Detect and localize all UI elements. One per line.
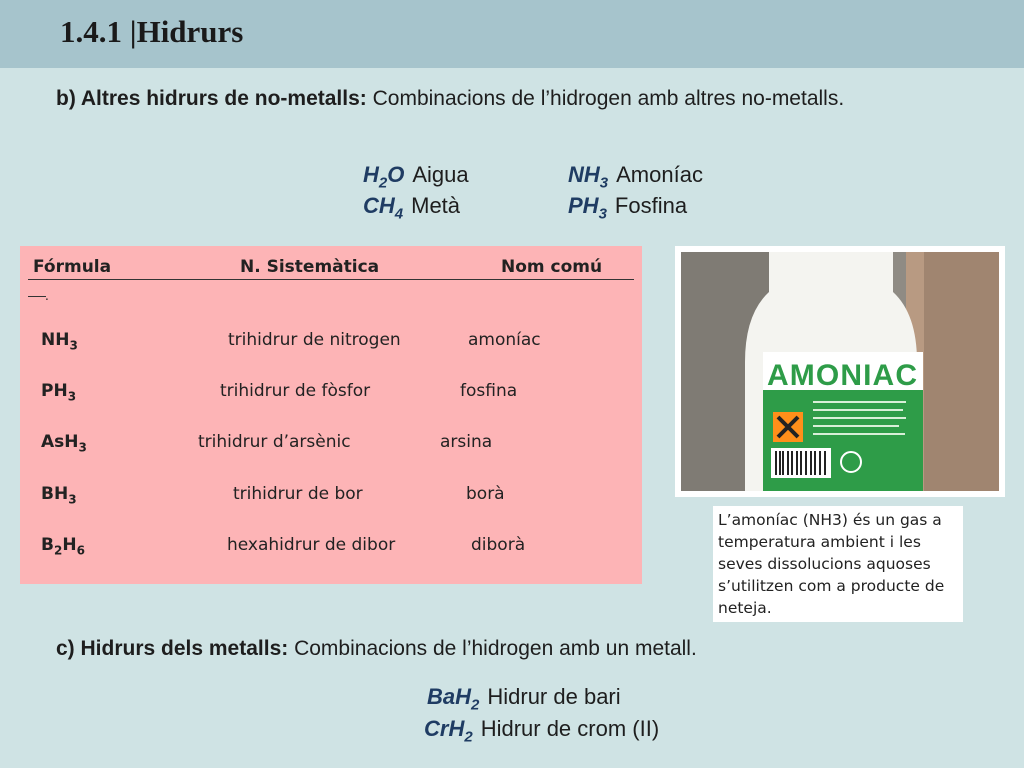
example-ch4 — [363, 193, 460, 222]
formula-name: Hidrur de crom (II) — [480, 716, 660, 741]
section-b-heading: b) Altres hidrurs de no-metalls: — [56, 87, 367, 110]
section-c-paragraph — [56, 634, 956, 664]
formula-name: Aigua — [412, 162, 469, 187]
table-row-common: diborà — [471, 535, 526, 555]
example-ph3 — [568, 193, 687, 222]
section-c-heading: c) Hidrurs dels metalls: — [56, 637, 289, 660]
table-row-systematic: trihidrur de fòsfor — [220, 381, 371, 401]
formula: $NH_3$ — [568, 162, 609, 192]
section-b-paragraph — [56, 84, 946, 114]
table-row-formula: $BH_3$ — [41, 484, 77, 507]
header-systematic: N. Sistemàtica — [240, 257, 380, 277]
table-row-systematic: trihidrur de bor — [233, 484, 363, 504]
header-mark — [28, 296, 46, 297]
table-row-common: borà — [466, 484, 505, 504]
table-row-common: fosfina — [460, 381, 518, 401]
slide-title: 1.4.1 |Hidrurs — [60, 14, 244, 49]
hydride-table — [20, 246, 642, 584]
formula-name: Amoníac — [616, 162, 703, 187]
formula-name: Metà — [411, 193, 461, 218]
example-nh3 — [568, 162, 703, 191]
section-b-text: Combinacions de l’hidrogen amb altres no-metalls. — [366, 87, 845, 110]
formula-name: Fosfina — [614, 193, 688, 218]
formula: $CH_4$ — [363, 193, 404, 223]
example-bah2 — [427, 684, 621, 713]
photo-caption: L’amoníac (NH3) és un gas a temperatura ambient i les seves dissolucions aquoses s’utilitzen com a producte de neteja. — [713, 506, 963, 622]
header-formula: Fórmula — [33, 257, 112, 277]
table-row-formula: $PH_3$ — [41, 381, 77, 404]
table-row-systematic: hexahidrur de dibor — [227, 535, 396, 555]
formula: $H_2O$ — [363, 162, 405, 192]
example-crh2 — [424, 716, 659, 745]
formula: CrH$_2$ — [424, 716, 473, 746]
table-row-systematic: trihidrur d’arsènic — [198, 432, 351, 452]
table-row-common: amoníac — [468, 330, 541, 350]
bottle-label-text: AMONIAC — [767, 359, 917, 392]
header-rule — [28, 279, 634, 280]
header-dot: . — [45, 289, 49, 303]
formula-name: Hidrur de bari — [487, 684, 621, 709]
table-row-formula: AsH$_3$ — [41, 432, 87, 455]
table-row-formula: $B_2H_6$ — [41, 535, 85, 558]
section-c-text: Combinacions de l’hidrogen amb un metall. — [288, 637, 697, 660]
header-common: Nom comú — [501, 257, 603, 277]
table-row-systematic: trihidrur de nitrogen — [228, 330, 401, 350]
example-h2o — [363, 162, 469, 191]
bottle-illustration — [681, 252, 999, 491]
table-row-common: arsina — [440, 432, 493, 452]
table-row-formula: $NH_3$ — [41, 330, 78, 353]
formula: BaH$_2$ — [427, 684, 480, 714]
formula: $PH_3$ — [568, 193, 607, 223]
ammonia-bottle-photo — [675, 246, 1005, 497]
